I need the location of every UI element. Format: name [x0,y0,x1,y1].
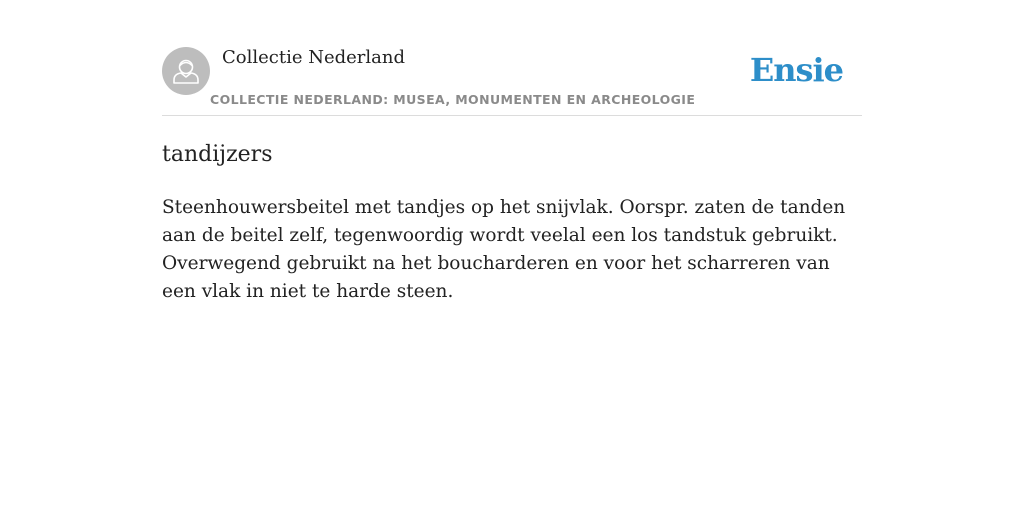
ensie-logo[interactable]: Ensie [749,51,843,89]
entry-term: tandijzers [162,142,273,167]
source-label[interactable]: COLLECTIE NEDERLAND: MUSEA, MONUMENTEN EN ARCHEOLOGIE [210,92,696,107]
entry-card [162,46,862,306]
author-avatar[interactable] [162,47,210,95]
user-silhouette-icon [162,47,210,95]
entry-header [162,46,862,116]
entry-definition: Steenhouwersbeitel met tandjes op het snijvlak. Oorspr. zaten de tanden aan de beitel zelf, tegenwoordig wordt veelal een los tandstuk gebruikt. Overwegend gebruikt na het boucharderen en voor het scharreren van een vlak in niet te harde steen. [162,197,846,302]
author-name[interactable]: Collectie Nederland [222,47,406,68]
